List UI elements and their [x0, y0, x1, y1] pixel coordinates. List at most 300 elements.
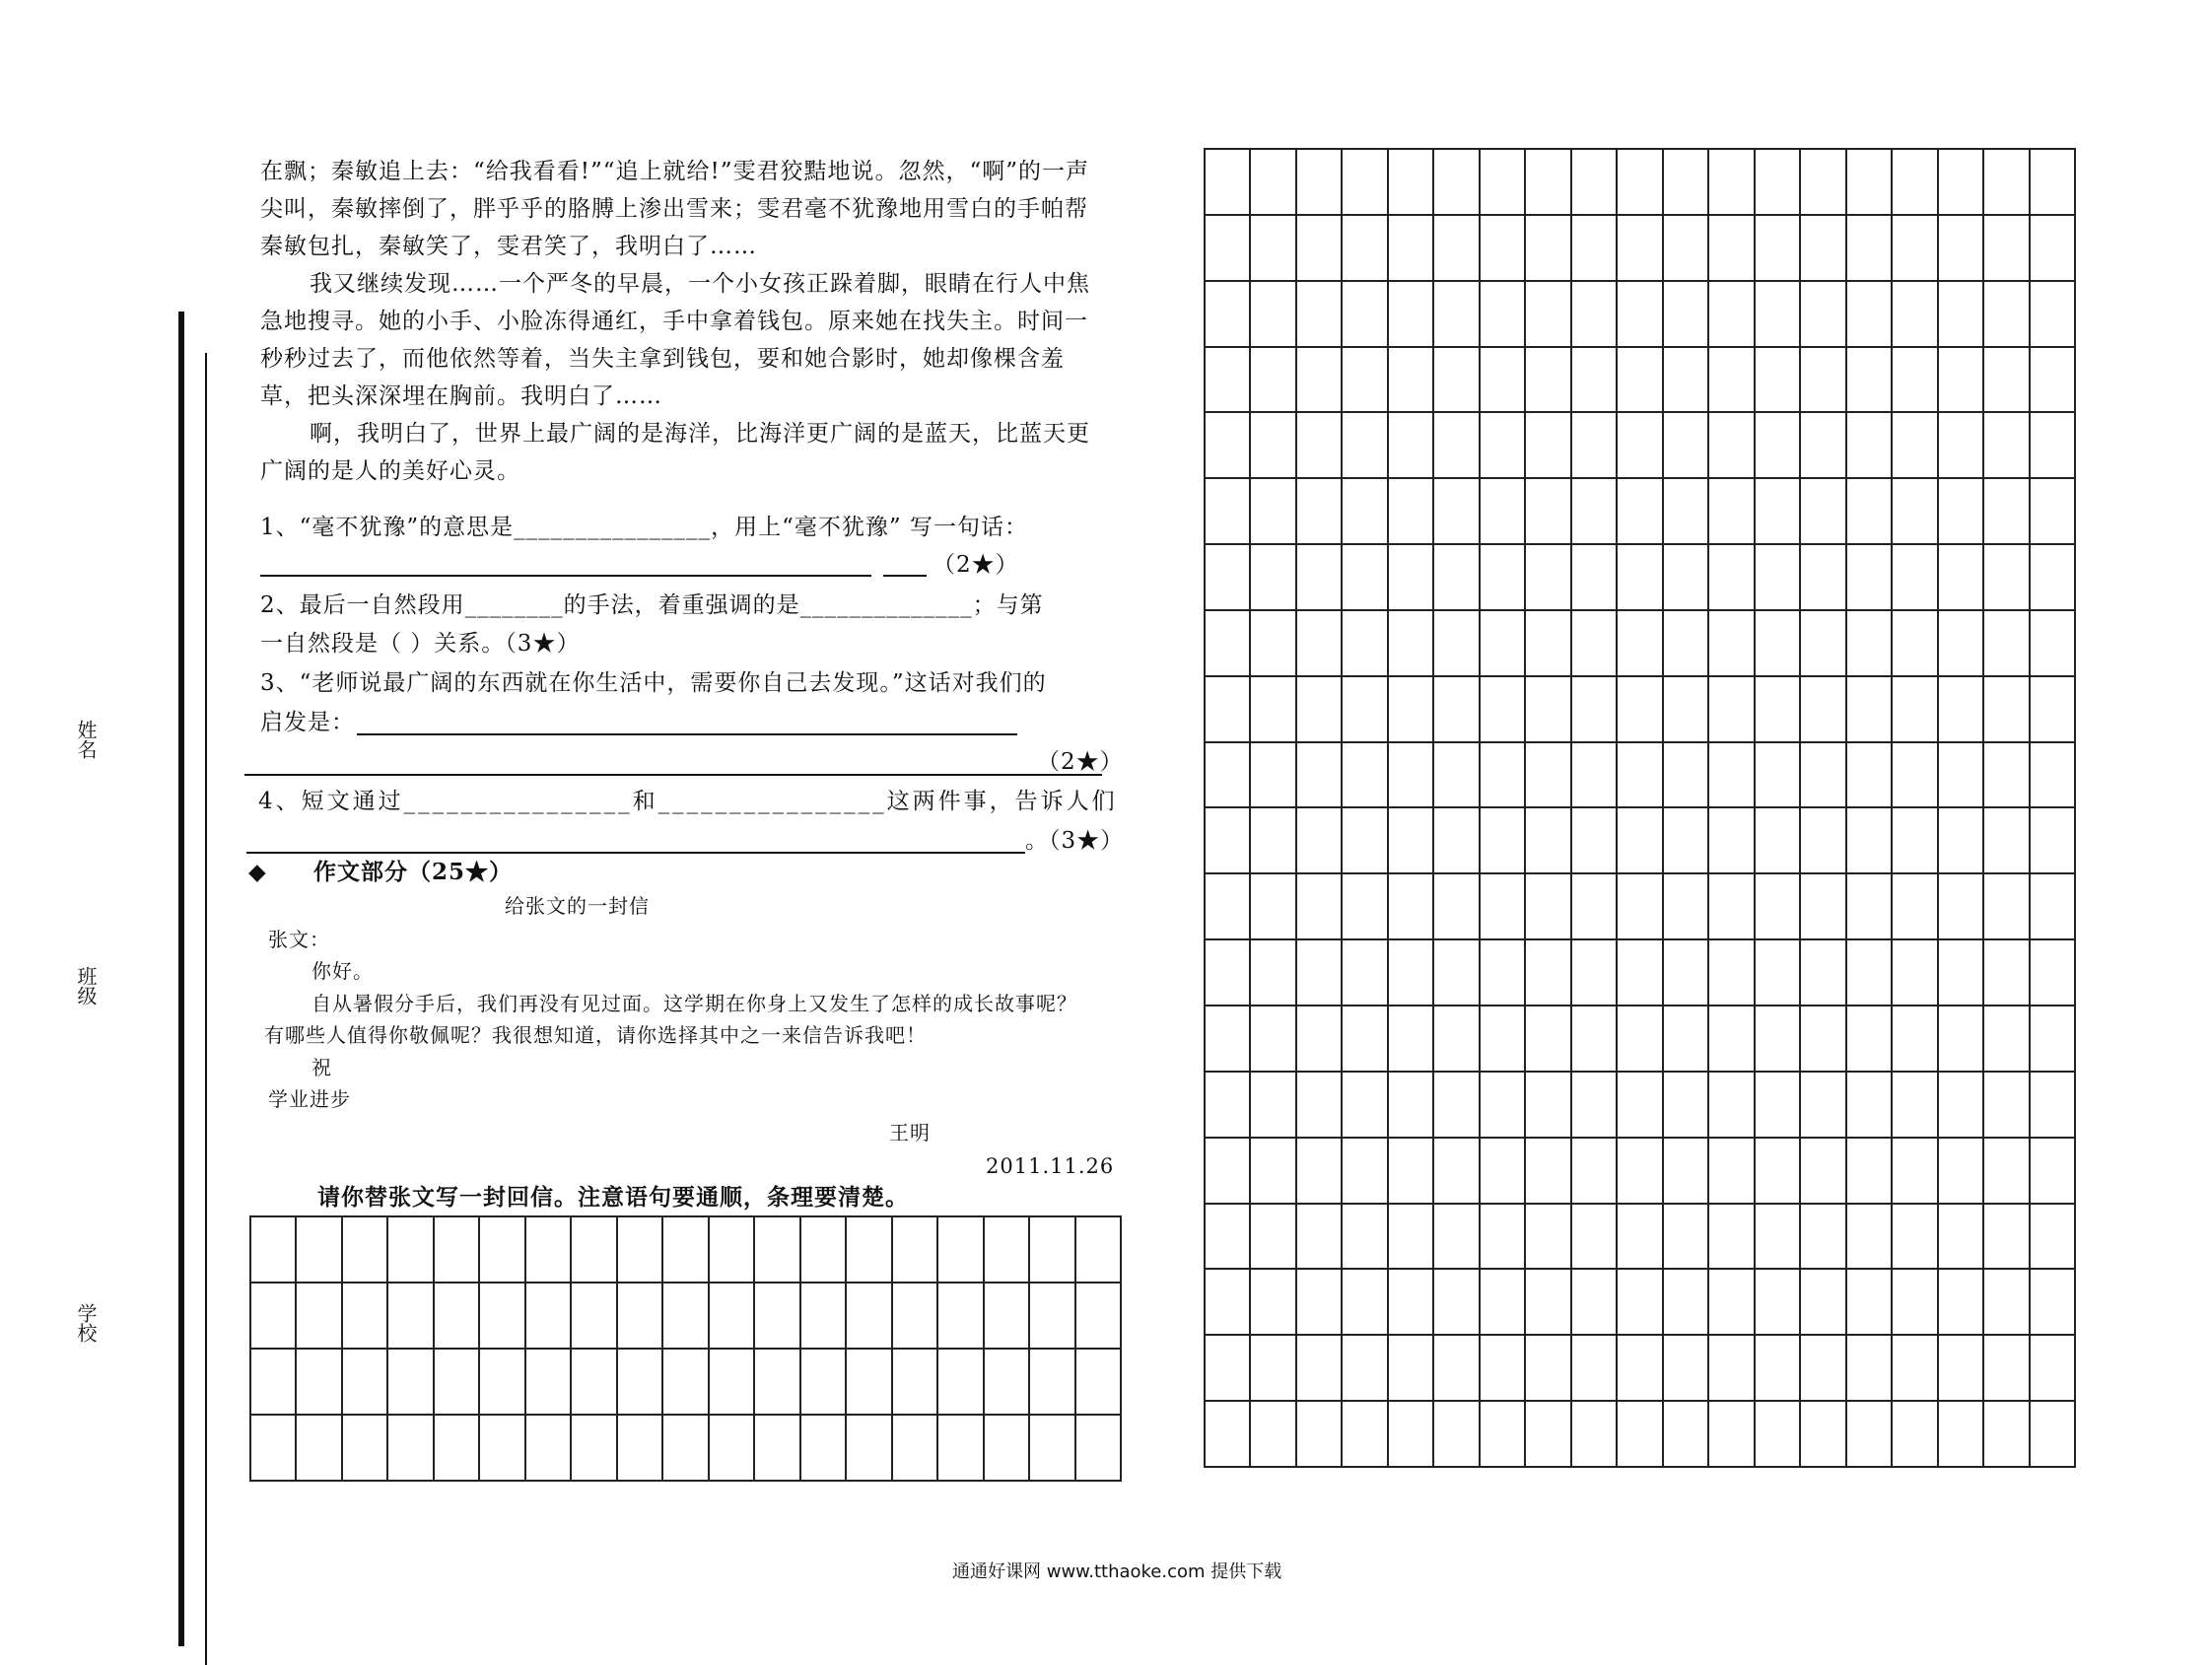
grid-cell[interactable] — [1801, 413, 1846, 479]
grid-cell[interactable] — [1389, 282, 1434, 348]
grid-cell[interactable] — [1709, 677, 1755, 743]
grid-cell[interactable] — [1664, 808, 1709, 874]
grid-cell[interactable] — [1984, 1006, 2030, 1073]
grid-cell[interactable] — [2031, 348, 2076, 414]
grid-cell[interactable] — [1572, 808, 1618, 874]
grid-cell[interactable] — [1206, 1205, 1251, 1271]
grid-cell[interactable] — [1984, 1139, 2030, 1205]
grid-cell[interactable] — [1572, 1006, 1618, 1073]
grid-cell[interactable] — [343, 1217, 388, 1283]
grid-cell[interactable] — [1939, 413, 1984, 479]
grid-cell[interactable] — [1847, 1139, 1893, 1205]
grid-cell[interactable] — [1664, 743, 1709, 809]
grid-cell[interactable] — [1481, 808, 1526, 874]
grid-cell[interactable] — [1572, 348, 1618, 414]
grid-cell[interactable] — [801, 1283, 847, 1350]
grid-cell[interactable] — [1893, 216, 1938, 282]
grid-cell[interactable] — [480, 1217, 525, 1283]
grid-cell[interactable] — [1481, 611, 1526, 677]
grid-cell[interactable] — [1847, 1336, 1893, 1402]
grid-cell[interactable] — [1847, 874, 1893, 940]
grid-cell[interactable] — [1251, 348, 1296, 414]
grid-cell[interactable] — [1297, 282, 1343, 348]
grid-cell[interactable] — [1893, 1336, 1938, 1402]
grid-cell[interactable] — [1801, 1270, 1846, 1336]
grid-cell[interactable] — [1434, 1139, 1480, 1205]
grid-cell[interactable] — [1801, 611, 1846, 677]
grid-cell[interactable] — [251, 1416, 297, 1482]
grid-cell[interactable] — [2031, 743, 2076, 809]
grid-cell[interactable] — [1206, 216, 1251, 282]
grid-cell[interactable] — [1251, 216, 1296, 282]
grid-cell[interactable] — [1076, 1350, 1122, 1416]
grid-cell[interactable] — [1251, 479, 1296, 545]
grid-cell[interactable] — [1618, 1139, 1663, 1205]
grid-cell[interactable] — [1206, 808, 1251, 874]
grid-cell[interactable] — [1526, 940, 1571, 1006]
grid-cell[interactable] — [1343, 1073, 1388, 1139]
grid-cell[interactable] — [1572, 1205, 1618, 1271]
grid-cell[interactable] — [1389, 413, 1434, 479]
grid-cell[interactable] — [1893, 1270, 1938, 1336]
grid-cell[interactable] — [1618, 940, 1663, 1006]
grid-cell[interactable] — [1481, 348, 1526, 414]
grid-cell[interactable] — [1618, 874, 1663, 940]
grid-cell[interactable] — [1343, 1205, 1388, 1271]
grid-cell[interactable] — [480, 1416, 525, 1482]
grid-cell[interactable] — [1939, 216, 1984, 282]
grid-cell[interactable] — [1481, 479, 1526, 545]
grid-cell[interactable] — [1847, 150, 1893, 216]
grid-cell[interactable] — [1664, 545, 1709, 611]
grid-cell[interactable] — [1434, 1336, 1480, 1402]
grid-cell[interactable] — [1297, 150, 1343, 216]
grid-cell[interactable] — [1756, 1402, 1801, 1468]
grid-cell[interactable] — [1709, 150, 1755, 216]
grid-cell[interactable] — [1572, 940, 1618, 1006]
grid-cell[interactable] — [1572, 1270, 1618, 1336]
grid-cell[interactable] — [1939, 1270, 1984, 1336]
grid-cell[interactable] — [1664, 413, 1709, 479]
grid-cell[interactable] — [1939, 743, 1984, 809]
grid-cell[interactable] — [572, 1283, 617, 1350]
grid-cell[interactable] — [1709, 611, 1755, 677]
grid-cell[interactable] — [526, 1350, 572, 1416]
grid-cell[interactable] — [1756, 677, 1801, 743]
grid-cell[interactable] — [801, 1217, 847, 1283]
grid-cell[interactable] — [1801, 940, 1846, 1006]
grid-cell[interactable] — [1343, 216, 1388, 282]
q1-answer-line-short[interactable] — [883, 575, 927, 577]
grid-cell[interactable] — [1709, 1139, 1755, 1205]
grid-cell[interactable] — [2031, 1073, 2076, 1139]
grid-cell[interactable] — [1709, 479, 1755, 545]
grid-cell[interactable] — [618, 1350, 663, 1416]
grid-cell[interactable] — [618, 1416, 663, 1482]
grid-cell[interactable] — [1939, 1006, 1984, 1073]
grid-cell[interactable] — [847, 1283, 892, 1350]
grid-cell[interactable] — [1801, 1139, 1846, 1205]
grid-cell[interactable] — [2031, 216, 2076, 282]
grid-cell[interactable] — [1389, 874, 1434, 940]
grid-cell[interactable] — [1939, 348, 1984, 414]
grid-cell[interactable] — [388, 1283, 434, 1350]
grid-cell[interactable] — [1893, 282, 1938, 348]
grid-cell[interactable] — [1893, 413, 1938, 479]
grid-cell[interactable] — [1481, 1139, 1526, 1205]
grid-cell[interactable] — [1572, 677, 1618, 743]
grid-cell[interactable] — [1618, 348, 1663, 414]
grid-cell[interactable] — [1343, 479, 1388, 545]
grid-cell[interactable] — [1709, 940, 1755, 1006]
grid-cell[interactable] — [755, 1350, 800, 1416]
grid-cell[interactable] — [1801, 874, 1846, 940]
grid-cell[interactable] — [1030, 1217, 1075, 1283]
grid-cell[interactable] — [2031, 1270, 2076, 1336]
grid-cell[interactable] — [1939, 282, 1984, 348]
grid-cell[interactable] — [1847, 1073, 1893, 1139]
grid-cell[interactable] — [663, 1350, 709, 1416]
grid-cell[interactable] — [1389, 545, 1434, 611]
grid-cell[interactable] — [1664, 1336, 1709, 1402]
grid-cell[interactable] — [1206, 940, 1251, 1006]
grid-cell[interactable] — [1434, 413, 1480, 479]
grid-cell[interactable] — [1984, 348, 2030, 414]
grid-cell[interactable] — [1756, 611, 1801, 677]
grid-cell[interactable] — [1206, 413, 1251, 479]
grid-cell[interactable] — [1709, 545, 1755, 611]
grid-cell[interactable] — [1664, 940, 1709, 1006]
grid-cell[interactable] — [1984, 808, 2030, 874]
grid-cell[interactable] — [1434, 348, 1480, 414]
grid-cell[interactable] — [572, 1350, 617, 1416]
grid-cell[interactable] — [297, 1283, 342, 1350]
grid-cell[interactable] — [1526, 1336, 1571, 1402]
grid-cell[interactable] — [480, 1350, 525, 1416]
grid-cell[interactable] — [1251, 413, 1296, 479]
grid-cell[interactable] — [1526, 611, 1571, 677]
grid-cell[interactable] — [1030, 1350, 1075, 1416]
grid-cell[interactable] — [938, 1350, 984, 1416]
grid-cell[interactable] — [1297, 743, 1343, 809]
grid-cell[interactable] — [1297, 1402, 1343, 1468]
grid-cell[interactable] — [1893, 808, 1938, 874]
grid-cell[interactable] — [1076, 1217, 1122, 1283]
grid-cell[interactable] — [938, 1217, 984, 1283]
grid-cell[interactable] — [893, 1283, 938, 1350]
grid-cell[interactable] — [1206, 1270, 1251, 1336]
grid-cell[interactable] — [1434, 940, 1480, 1006]
grid-cell[interactable] — [1251, 1270, 1296, 1336]
grid-cell[interactable] — [1801, 1336, 1846, 1402]
grid-cell[interactable] — [1847, 940, 1893, 1006]
grid-cell[interactable] — [1343, 1006, 1388, 1073]
grid-cell[interactable] — [710, 1283, 755, 1350]
grid-cell[interactable] — [1664, 677, 1709, 743]
grid-cell[interactable] — [1297, 874, 1343, 940]
grid-cell[interactable] — [1526, 282, 1571, 348]
grid-cell[interactable] — [1343, 677, 1388, 743]
grid-cell[interactable] — [1481, 874, 1526, 940]
grid-cell[interactable] — [1343, 545, 1388, 611]
grid-cell[interactable] — [1709, 1073, 1755, 1139]
grid-cell[interactable] — [1481, 150, 1526, 216]
grid-cell[interactable] — [1847, 1205, 1893, 1271]
grid-cell[interactable] — [1251, 677, 1296, 743]
grid-cell[interactable] — [1526, 413, 1571, 479]
grid-cell[interactable] — [893, 1416, 938, 1482]
grid-cell[interactable] — [297, 1350, 342, 1416]
grid-cell[interactable] — [1251, 1073, 1296, 1139]
grid-cell[interactable] — [1434, 545, 1480, 611]
grid-cell[interactable] — [1984, 413, 2030, 479]
grid-cell[interactable] — [1526, 1402, 1571, 1468]
grid-cell[interactable] — [1664, 1073, 1709, 1139]
grid-cell[interactable] — [1618, 150, 1663, 216]
grid-cell[interactable] — [1893, 479, 1938, 545]
grid-cell[interactable] — [1984, 282, 2030, 348]
grid-cell[interactable] — [1481, 413, 1526, 479]
grid-cell[interactable] — [297, 1416, 342, 1482]
grid-cell[interactable] — [1664, 479, 1709, 545]
grid-cell[interactable] — [1297, 677, 1343, 743]
q4-answer-line[interactable] — [246, 852, 1025, 854]
grid-cell[interactable] — [1434, 1270, 1480, 1336]
grid-cell[interactable] — [1756, 150, 1801, 216]
grid-cell[interactable] — [1526, 1006, 1571, 1073]
grid-cell[interactable] — [1939, 150, 1984, 216]
grid-cell[interactable] — [1984, 874, 2030, 940]
grid-cell[interactable] — [1297, 611, 1343, 677]
q1-answer-line[interactable] — [260, 575, 871, 577]
grid-cell[interactable] — [1939, 677, 1984, 743]
grid-cell[interactable] — [1526, 677, 1571, 743]
grid-cell[interactable] — [1847, 413, 1893, 479]
grid-cell[interactable] — [435, 1283, 480, 1350]
grid-cell[interactable] — [1618, 677, 1663, 743]
grid-cell[interactable] — [1893, 743, 1938, 809]
grid-cell[interactable] — [2031, 282, 2076, 348]
grid-cell[interactable] — [388, 1350, 434, 1416]
grid-cell[interactable] — [1756, 216, 1801, 282]
grid-cell[interactable] — [1984, 677, 2030, 743]
grid-cell[interactable] — [1893, 545, 1938, 611]
grid-cell[interactable] — [1297, 216, 1343, 282]
grid-cell[interactable] — [1526, 348, 1571, 414]
grid-cell[interactable] — [1251, 1006, 1296, 1073]
grid-cell[interactable] — [1847, 677, 1893, 743]
grid-cell[interactable] — [1251, 1139, 1296, 1205]
grid-cell[interactable] — [1572, 150, 1618, 216]
grid-cell[interactable] — [2031, 1402, 2076, 1468]
grid-cell[interactable] — [526, 1283, 572, 1350]
grid-cell[interactable] — [1847, 282, 1893, 348]
grid-cell[interactable] — [1939, 808, 1984, 874]
grid-cell[interactable] — [710, 1217, 755, 1283]
grid-cell[interactable] — [1389, 611, 1434, 677]
grid-cell[interactable] — [710, 1350, 755, 1416]
grid-cell[interactable] — [1343, 940, 1388, 1006]
grid-cell[interactable] — [1343, 150, 1388, 216]
grid-cell[interactable] — [1251, 545, 1296, 611]
grid-cell[interactable] — [1939, 1205, 1984, 1271]
grid-cell[interactable] — [1847, 479, 1893, 545]
grid-cell[interactable] — [985, 1283, 1030, 1350]
grid-cell[interactable] — [1664, 611, 1709, 677]
grid-cell[interactable] — [1939, 545, 1984, 611]
grid-cell[interactable] — [1251, 874, 1296, 940]
grid-cell[interactable] — [1984, 216, 2030, 282]
grid-cell[interactable] — [1984, 1205, 2030, 1271]
grid-cell[interactable] — [801, 1350, 847, 1416]
grid-cell[interactable] — [1206, 1006, 1251, 1073]
grid-cell[interactable] — [1297, 479, 1343, 545]
grid-cell[interactable] — [1618, 216, 1663, 282]
grid-cell[interactable] — [1481, 545, 1526, 611]
grid-cell[interactable] — [1893, 150, 1938, 216]
grid-cell[interactable] — [1709, 1402, 1755, 1468]
grid-cell[interactable] — [1343, 1336, 1388, 1402]
grid-cell[interactable] — [1389, 940, 1434, 1006]
grid-cell[interactable] — [1434, 743, 1480, 809]
grid-cell[interactable] — [1756, 1139, 1801, 1205]
grid-cell[interactable] — [1297, 1139, 1343, 1205]
grid-cell[interactable] — [1206, 677, 1251, 743]
grid-cell[interactable] — [1756, 1270, 1801, 1336]
grid-cell[interactable] — [1206, 1073, 1251, 1139]
grid-cell[interactable] — [663, 1416, 709, 1482]
grid-cell[interactable] — [1664, 1139, 1709, 1205]
grid-cell[interactable] — [755, 1283, 800, 1350]
grid-cell[interactable] — [1572, 874, 1618, 940]
grid-cell[interactable] — [1893, 1139, 1938, 1205]
grid-cell[interactable] — [1847, 216, 1893, 282]
grid-cell[interactable] — [343, 1350, 388, 1416]
grid-cell[interactable] — [1434, 150, 1480, 216]
grid-cell[interactable] — [1251, 1402, 1296, 1468]
grid-cell[interactable] — [618, 1217, 663, 1283]
grid-cell[interactable] — [938, 1283, 984, 1350]
grid-cell[interactable] — [2031, 413, 2076, 479]
grid-cell[interactable] — [1389, 808, 1434, 874]
grid-cell[interactable] — [2031, 1006, 2076, 1073]
grid-cell[interactable] — [1206, 1139, 1251, 1205]
grid-cell[interactable] — [1206, 874, 1251, 940]
grid-cell[interactable] — [1664, 874, 1709, 940]
grid-cell[interactable] — [1206, 1402, 1251, 1468]
grid-cell[interactable] — [1526, 150, 1571, 216]
grid-cell[interactable] — [1434, 1006, 1480, 1073]
grid-cell[interactable] — [1389, 1139, 1434, 1205]
grid-cell[interactable] — [251, 1217, 297, 1283]
grid-cell[interactable] — [1664, 1205, 1709, 1271]
grid-cell[interactable] — [572, 1416, 617, 1482]
grid-cell[interactable] — [526, 1416, 572, 1482]
grid-cell[interactable] — [1664, 1006, 1709, 1073]
grid-cell[interactable] — [1572, 216, 1618, 282]
grid-cell[interactable] — [1251, 1336, 1296, 1402]
grid-cell[interactable] — [1297, 545, 1343, 611]
grid-cell[interactable] — [1756, 545, 1801, 611]
grid-cell[interactable] — [1618, 413, 1663, 479]
grid-cell[interactable] — [1618, 479, 1663, 545]
grid-cell[interactable] — [847, 1350, 892, 1416]
grid-cell[interactable] — [1618, 1402, 1663, 1468]
grid-cell[interactable] — [1893, 1205, 1938, 1271]
grid-cell[interactable] — [1847, 611, 1893, 677]
grid-cell[interactable] — [1893, 940, 1938, 1006]
grid-cell[interactable] — [1297, 1336, 1343, 1402]
grid-cell[interactable] — [2031, 1139, 2076, 1205]
grid-cell[interactable] — [1618, 611, 1663, 677]
q3-answer-line-2[interactable] — [244, 774, 1102, 776]
grid-cell[interactable] — [1801, 545, 1846, 611]
grid-cell[interactable] — [663, 1283, 709, 1350]
grid-cell[interactable] — [1251, 611, 1296, 677]
grid-cell[interactable] — [663, 1217, 709, 1283]
grid-cell[interactable] — [2031, 611, 2076, 677]
grid-cell[interactable] — [1847, 348, 1893, 414]
grid-cell[interactable] — [1893, 611, 1938, 677]
grid-cell[interactable] — [1618, 808, 1663, 874]
grid-cell[interactable] — [1939, 611, 1984, 677]
grid-cell[interactable] — [1572, 282, 1618, 348]
grid-cell[interactable] — [1664, 1270, 1709, 1336]
grid-cell[interactable] — [1030, 1416, 1075, 1482]
grid-cell[interactable] — [1984, 1402, 2030, 1468]
grid-cell[interactable] — [1618, 1336, 1663, 1402]
grid-cell[interactable] — [1664, 282, 1709, 348]
grid-cell[interactable] — [1076, 1416, 1122, 1482]
grid-cell[interactable] — [1434, 677, 1480, 743]
grid-cell[interactable] — [1076, 1283, 1122, 1350]
grid-cell[interactable] — [1893, 1006, 1938, 1073]
grid-cell[interactable] — [343, 1416, 388, 1482]
grid-cell[interactable] — [2031, 874, 2076, 940]
grid-cell[interactable] — [1481, 1006, 1526, 1073]
grid-cell[interactable] — [1481, 743, 1526, 809]
grid-cell[interactable] — [1801, 150, 1846, 216]
grid-cell[interactable] — [1251, 282, 1296, 348]
grid-cell[interactable] — [1756, 413, 1801, 479]
grid-cell[interactable] — [1618, 743, 1663, 809]
grid-cell[interactable] — [1206, 611, 1251, 677]
grid-cell[interactable] — [1847, 1006, 1893, 1073]
grid-cell[interactable] — [1801, 743, 1846, 809]
grid-cell[interactable] — [1756, 808, 1801, 874]
grid-cell[interactable] — [1984, 545, 2030, 611]
q3-answer-line-1[interactable] — [357, 733, 1017, 735]
grid-cell[interactable] — [938, 1416, 984, 1482]
grid-cell[interactable] — [1709, 1006, 1755, 1073]
grid-cell[interactable] — [1709, 1205, 1755, 1271]
grid-cell[interactable] — [1756, 874, 1801, 940]
grid-cell[interactable] — [618, 1283, 663, 1350]
grid-cell[interactable] — [1206, 479, 1251, 545]
grid-cell[interactable] — [1526, 1205, 1571, 1271]
grid-cell[interactable] — [1297, 808, 1343, 874]
grid-cell[interactable] — [1709, 216, 1755, 282]
grid-cell[interactable] — [1893, 874, 1938, 940]
grid-cell[interactable] — [572, 1217, 617, 1283]
grid-cell[interactable] — [1251, 1205, 1296, 1271]
grid-cell[interactable] — [1664, 150, 1709, 216]
grid-cell[interactable] — [1664, 1402, 1709, 1468]
grid-cell[interactable] — [1297, 1073, 1343, 1139]
grid-cell[interactable] — [1343, 1402, 1388, 1468]
grid-cell[interactable] — [1984, 611, 2030, 677]
grid-cell[interactable] — [1434, 874, 1480, 940]
